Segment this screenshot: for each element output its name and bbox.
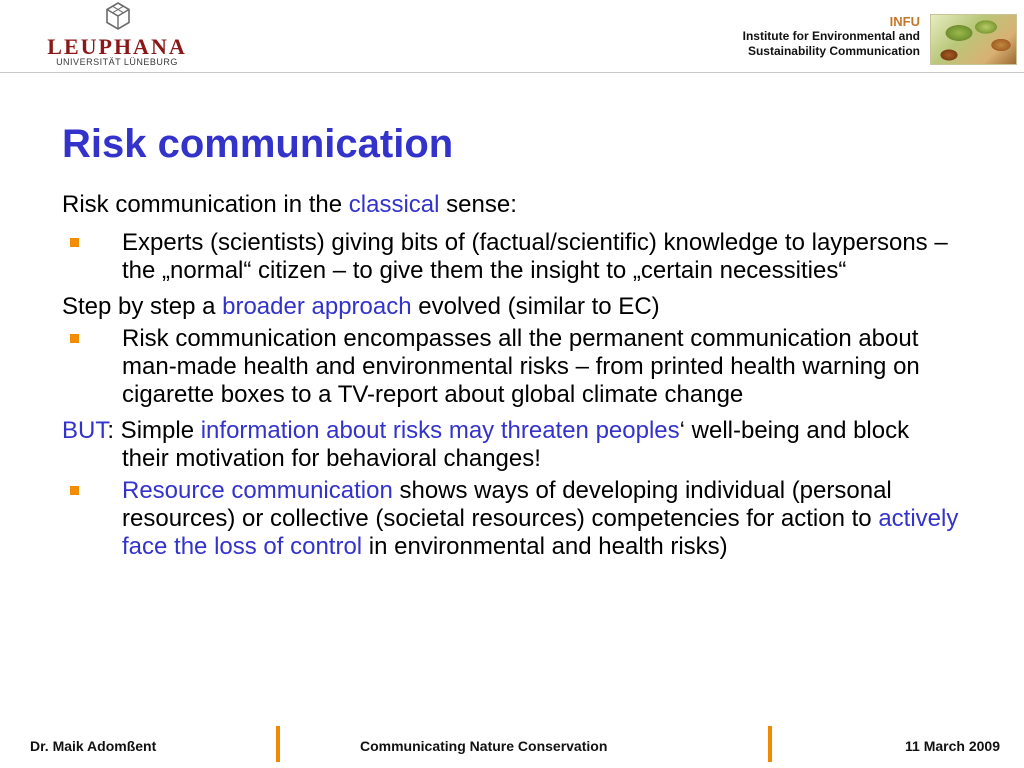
highlight-classical: classical [348,191,440,218]
text-run: ‘ well-being and block their motivation for behavioral changes! [122,417,910,472]
institute-abbr: INFU [889,14,920,29]
institute-line-2: Sustainability Communication [747,44,920,58]
header-divider [0,72,1024,73]
bullet-square-icon [70,238,79,247]
bullet-text: Experts (scientists) giving bits of (factual/scientific) knowledge to laypersons – the „normal“ citizen – to give them the insight to „certain necessities“ [122,229,948,284]
paragraph-classical [62,191,962,219]
footer-topic: Communicating Nature Conservation [360,738,608,754]
footer-date: 11 March 2009 [905,738,1000,754]
header-leaf-photo [930,14,1017,65]
institute-name [743,14,920,59]
logo-subtitle: UNIVERSITÄT LÜNEBURG [56,57,178,67]
text-run: : Simple [107,417,201,444]
footer-author: Dr. Maik Adomßent [30,738,157,754]
bullet-square-icon [70,334,79,343]
text-run: Step by step a [62,293,223,320]
text-run: evolved (similar to EC) [411,293,660,320]
hexagon-cube-icon [106,2,130,30]
text-run: sense: [439,191,517,218]
highlight-resource-communication: Resource communication [122,477,393,504]
slide-title: Risk communication [62,122,454,166]
logo-wordmark: LEUPHANA [47,34,187,59]
institute-line-1: Institute for Environmental and [742,29,920,43]
slide-footer [0,722,1024,768]
bullet-item-encompasses [62,325,962,409]
bullet-item-resource [62,477,962,561]
highlight-broader-approach: broader approach [222,293,412,320]
university-logo [14,2,220,68]
bullet-item-experts [62,229,962,285]
text-run: in environmental and health risks) [362,533,728,560]
paragraph-but [62,417,962,473]
bullet-text: Risk communication encompasses all the permanent communication about man-made health and environmental risks – from printed health warning on cigarette boxes to a TV-report about global climate change [122,325,920,408]
footer-divider [768,726,772,762]
footer-divider [276,726,280,762]
highlight-loss-of-control: actively face the loss of control [122,505,959,560]
slide-body [62,191,962,561]
highlight-but: BUT [62,417,108,444]
text-run: Risk communication in the [62,191,349,218]
paragraph-broader [62,293,962,321]
highlight-information-risks: information about risks may threaten peoples [200,417,680,444]
text-run: shows ways of developing individual (personal resources) or collective (societal resources) competencies for action to [122,477,892,532]
bullet-square-icon [70,486,79,495]
